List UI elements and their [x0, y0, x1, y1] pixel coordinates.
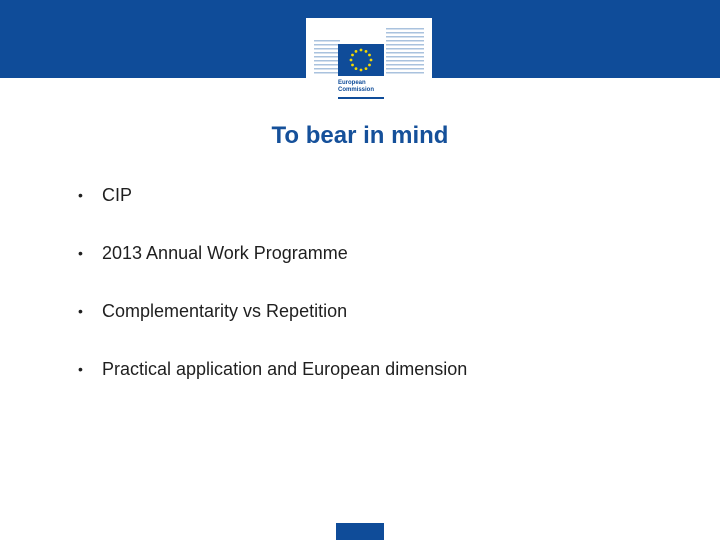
- footer-block: [336, 523, 384, 540]
- logo-line-1: European: [338, 80, 366, 86]
- european-commission-logo: [306, 18, 432, 104]
- logo-underline: [338, 97, 384, 99]
- logo-line-2: Commission: [338, 87, 375, 93]
- bullet-icon: •: [78, 303, 83, 319]
- bullet-text: CIP: [102, 185, 133, 205]
- bullet-text: 2013 Annual Work Programme: [102, 243, 348, 263]
- bullet-text: Complementarity vs Repetition: [102, 301, 348, 321]
- slide-title: To bear in mind: [271, 122, 449, 149]
- bullet-icon: •: [78, 361, 83, 377]
- logo-text: [338, 80, 374, 94]
- bullet-icon: •: [78, 187, 83, 203]
- bullet-text: Practical application and European dimension: [102, 359, 468, 379]
- bullet-icon: •: [78, 245, 83, 261]
